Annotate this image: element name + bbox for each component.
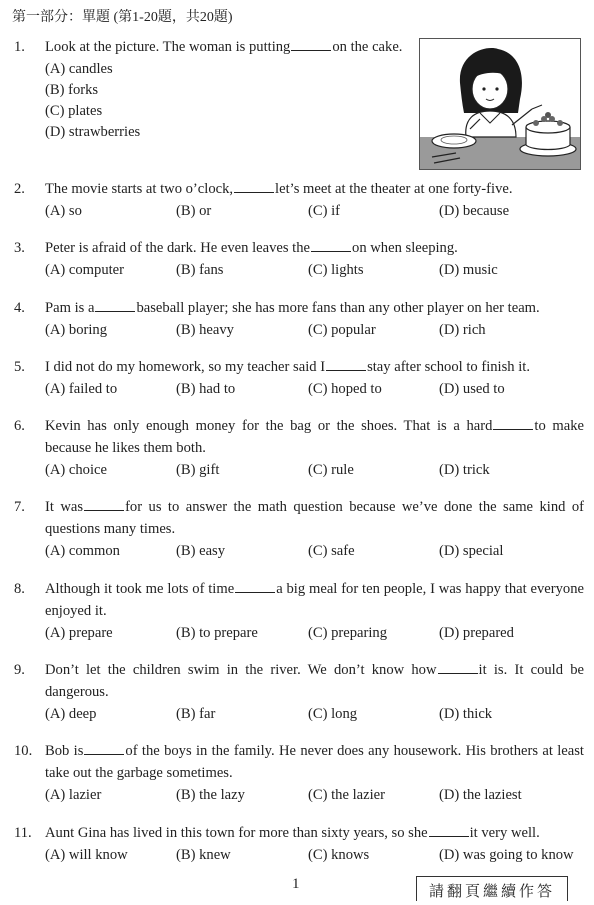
- option-d[interactable]: (D) the laziest: [439, 787, 522, 803]
- option-a[interactable]: (A) so: [45, 203, 82, 219]
- answer-blank: [234, 178, 274, 193]
- answer-blank: [438, 659, 478, 674]
- question-7: [14, 496, 584, 562]
- option-b[interactable]: (B) forks: [45, 82, 99, 98]
- question-11: [14, 822, 584, 866]
- option-b[interactable]: (B) gift: [176, 462, 220, 478]
- answer-blank: [235, 578, 275, 593]
- question-stem: Although it took me lots of time a big meal for ten people, I was happy that everyone enjoyed it.: [45, 578, 584, 622]
- options-row: [45, 259, 584, 281]
- option-a[interactable]: (A) deep: [45, 706, 97, 722]
- question-stem: Bob is of the boys in the family. He never does any housework. His brothers at least take out the garbage sometimes.: [45, 740, 584, 784]
- option-d[interactable]: (D) strawberries: [45, 124, 141, 140]
- option-b[interactable]: (B) the lazy: [176, 787, 245, 803]
- option-b[interactable]: (B) heavy: [176, 322, 234, 338]
- question-number: 2.: [14, 181, 25, 197]
- continue-next-page-label: 請翻頁繼續作答: [416, 876, 568, 901]
- option-c[interactable]: (C) popular: [308, 322, 376, 338]
- option-d[interactable]: (D) because: [439, 203, 510, 219]
- option-b[interactable]: (B) easy: [176, 543, 226, 559]
- question-10: [14, 740, 584, 806]
- options-row: [45, 459, 584, 481]
- question-3: [14, 237, 584, 281]
- option-d[interactable]: (D) was going to know: [439, 847, 574, 863]
- question-stem: Peter is afraid of the dark. He even leaves the on when sleeping.: [45, 237, 584, 259]
- option-a[interactable]: (A) choice: [45, 462, 107, 478]
- question-1-picture: [419, 38, 581, 170]
- page-number: 1: [292, 876, 300, 892]
- question-number: 1.: [14, 39, 25, 55]
- question-number: 6.: [14, 418, 25, 434]
- option-a[interactable]: (A) lazier: [45, 787, 102, 803]
- question-stem: It was for us to answer the math question because we’ve done the same kind of questions many times.: [45, 496, 584, 540]
- option-a[interactable]: (A) will know: [45, 847, 128, 863]
- answer-blank: [291, 36, 331, 51]
- question-number: 7.: [14, 499, 25, 515]
- option-c[interactable]: (C) rule: [308, 462, 354, 478]
- question-number: 5.: [14, 359, 25, 375]
- option-b[interactable]: (B) to prepare: [176, 625, 258, 641]
- question-5: [14, 356, 584, 400]
- option-a[interactable]: (A) common: [45, 543, 120, 559]
- option-c[interactable]: (C) knows: [308, 847, 370, 863]
- options-row: [45, 540, 584, 562]
- question-9: [14, 659, 584, 725]
- question-6: [14, 415, 584, 481]
- option-d[interactable]: (D) special: [439, 543, 504, 559]
- options-row: [45, 784, 584, 806]
- option-d[interactable]: (D) prepared: [439, 625, 514, 641]
- option-a[interactable]: (A) candles: [45, 61, 113, 77]
- answer-blank: [95, 297, 135, 312]
- option-b[interactable]: (B) fans: [176, 262, 224, 278]
- answer-blank: [311, 237, 351, 252]
- answer-blank: [493, 415, 533, 430]
- option-c[interactable]: (C) if: [308, 203, 341, 219]
- question-4: [14, 297, 584, 341]
- option-d[interactable]: (D) rich: [439, 322, 486, 338]
- question-stem: The movie starts at two o’clock, let’s meet at the theater at one forty-five.: [45, 178, 584, 200]
- option-c[interactable]: (C) hoped to: [308, 381, 382, 397]
- option-c[interactable]: (C) plates: [45, 103, 103, 119]
- options-row: [45, 703, 584, 725]
- option-b[interactable]: (B) or: [176, 203, 212, 219]
- woman-decorating-cake-illustration: [420, 39, 580, 169]
- option-d[interactable]: (D) used to: [439, 381, 505, 397]
- section-header: 第一部分：單題 (第1-20題，共20題): [12, 10, 233, 25]
- option-b[interactable]: (B) far: [176, 706, 216, 722]
- option-c[interactable]: (C) safe: [308, 543, 355, 559]
- option-d[interactable]: (D) trick: [439, 462, 490, 478]
- option-c[interactable]: (C) lights: [308, 262, 364, 278]
- options-row: [45, 200, 584, 222]
- options-row: [45, 378, 584, 400]
- answer-blank: [84, 496, 124, 511]
- option-a[interactable]: (A) failed to: [45, 381, 118, 397]
- answer-blank: [84, 740, 124, 755]
- option-a[interactable]: (A) boring: [45, 322, 108, 338]
- question-stem: Kevin has only enough money for the bag or the shoes. That is a hard to make because he likes them both.: [45, 415, 584, 459]
- option-d[interactable]: (D) thick: [439, 706, 493, 722]
- question-stem: I did not do my homework, so my teacher said I stay after school to finish it.: [45, 356, 584, 378]
- options-row: [45, 622, 584, 644]
- option-c[interactable]: (C) the lazier: [308, 787, 385, 803]
- question-stem: Pam is a baseball player; she has more fans than any other player on her team.: [45, 297, 584, 319]
- question-number: 4.: [14, 300, 25, 316]
- question-number: 11.: [14, 825, 32, 841]
- answer-blank: [429, 822, 469, 837]
- question-2: [14, 178, 584, 222]
- options-row: [45, 319, 584, 341]
- question-number: 10.: [14, 743, 33, 759]
- option-b[interactable]: (B) had to: [176, 381, 236, 397]
- option-a[interactable]: (A) prepare: [45, 625, 113, 641]
- question-stem: Look at the picture. The woman is putting on the cake.: [45, 36, 405, 58]
- question-stem: Aunt Gina has lived in this town for more than sixty years, so she it very well.: [45, 822, 584, 844]
- option-c[interactable]: (C) long: [308, 706, 358, 722]
- question-stem: Don’t let the children swim in the river. We don’t know how it is. It could be dangerous.: [45, 659, 584, 703]
- question-number: 9.: [14, 662, 25, 678]
- option-a[interactable]: (A) computer: [45, 262, 125, 278]
- options-row: [45, 844, 584, 866]
- option-d[interactable]: (D) music: [439, 262, 498, 278]
- question-number: 8.: [14, 581, 25, 597]
- question-number: 3.: [14, 240, 25, 256]
- option-b[interactable]: (B) knew: [176, 847, 231, 863]
- question-8: [14, 578, 584, 644]
- option-c[interactable]: (C) preparing: [308, 625, 388, 641]
- answer-blank: [326, 356, 366, 371]
